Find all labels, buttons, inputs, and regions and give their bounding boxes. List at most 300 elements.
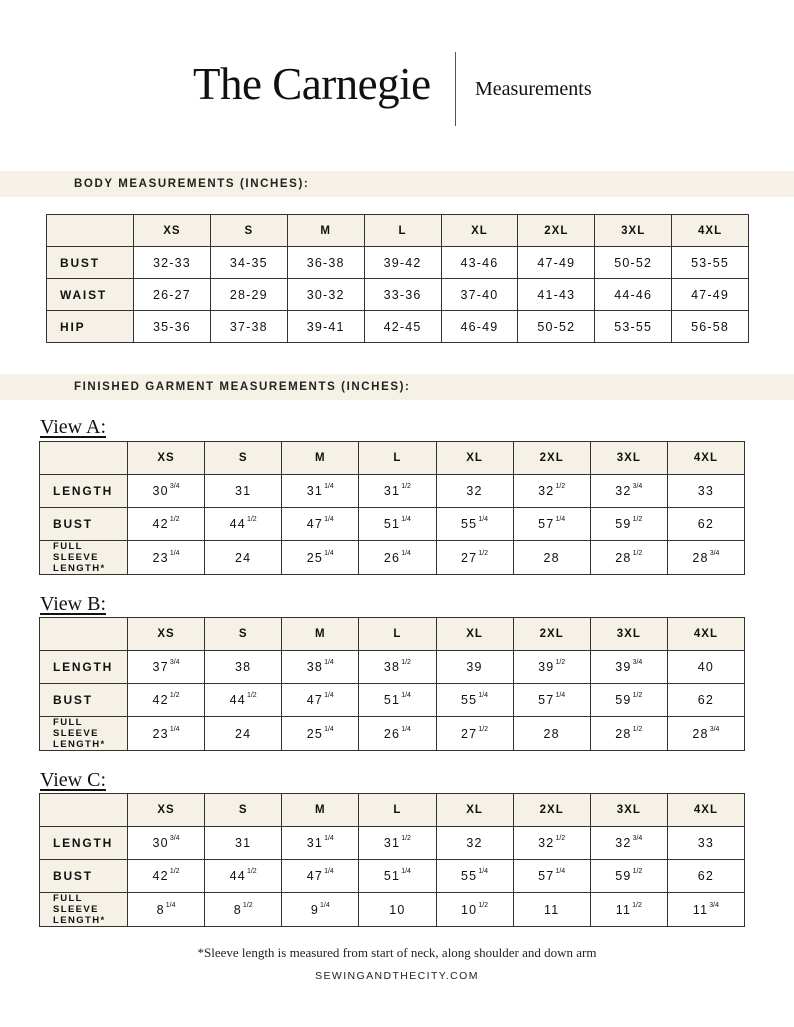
measurement-whole: 10 <box>461 902 478 917</box>
row-label-full-sleeve-length: FULL SLEEVE LENGTH* <box>40 717 128 751</box>
body-measurements-table <box>46 214 749 343</box>
measurement-cell: 36-38 <box>287 247 364 279</box>
measurement-cell <box>436 508 513 541</box>
measurement-whole: 8 <box>233 902 242 917</box>
measurement-fraction: 1/2 <box>169 868 180 875</box>
measurement-fraction: 3/4 <box>709 901 719 909</box>
measurement-fraction: 3/4 <box>709 549 720 557</box>
table-row <box>40 541 745 575</box>
measurement-fraction: 1/4 <box>401 868 411 875</box>
measurement-whole: 47 <box>306 517 324 531</box>
size-header-xl: XL <box>441 215 518 247</box>
measurement-cell <box>513 717 590 751</box>
measurement-cell <box>205 717 282 751</box>
measurement-whole: 11 <box>692 902 709 917</box>
page-header <box>0 50 794 128</box>
measurement-cell <box>513 684 590 717</box>
measurement-fraction: 1/2 <box>246 516 257 523</box>
header-divider <box>455 52 456 126</box>
measurement-cell: 42-45 <box>364 311 441 343</box>
measurement-fraction: 3/4 <box>632 483 643 490</box>
measurement-fraction: 1/4 <box>478 692 489 699</box>
row-label-bust: BUST <box>40 684 128 717</box>
measurement-fraction: 3/4 <box>632 835 643 842</box>
measurement-cell <box>513 508 590 541</box>
size-header-m: M <box>282 618 359 651</box>
measurement-whole: 26 <box>383 726 401 741</box>
measurement-cell <box>667 475 744 508</box>
measurement-cell: 47-49 <box>672 279 749 311</box>
measurement-cell <box>513 860 590 893</box>
table-row <box>40 508 745 541</box>
table-row <box>47 311 749 343</box>
measurement-whole: 28 <box>543 550 560 565</box>
measurement-cell: 53-55 <box>595 311 672 343</box>
measurement-whole: 59 <box>615 869 632 883</box>
measurement-cell <box>513 893 590 927</box>
measurement-cell <box>128 475 205 508</box>
measurement-whole: 32 <box>466 484 483 498</box>
measurement-fraction: 1/2 <box>632 901 642 909</box>
measurement-whole: 9 <box>310 902 320 917</box>
measurement-cell <box>282 893 359 927</box>
measurement-cell <box>667 893 744 927</box>
size-header-s: S <box>210 215 287 247</box>
measurement-whole: 38 <box>383 660 401 674</box>
table-row <box>47 279 749 311</box>
view-c-title: View C: <box>40 769 107 791</box>
measurement-whole: 40 <box>697 660 715 674</box>
body-measurements-heading: BODY MEASUREMENTS (INCHES): <box>74 178 310 190</box>
measurement-whole: 51 <box>383 869 401 883</box>
measurement-fraction: 1/2 <box>169 516 180 523</box>
measurement-fraction: 3/4 <box>632 659 643 666</box>
table-row <box>40 827 745 860</box>
measurement-cell <box>590 475 667 508</box>
size-header-3xl: 3XL <box>590 618 667 651</box>
measurement-whole: 62 <box>697 869 715 883</box>
measurement-cell <box>282 827 359 860</box>
table-row <box>40 684 745 717</box>
size-header-xl: XL <box>436 618 513 651</box>
measurement-whole: 31 <box>383 484 401 498</box>
measurement-cell <box>282 475 359 508</box>
measurement-cell <box>667 684 744 717</box>
measurement-cell <box>282 541 359 575</box>
size-header-3xl: 3XL <box>590 794 667 827</box>
measurement-cell <box>205 508 282 541</box>
measurement-cell <box>359 860 436 893</box>
measurement-cell <box>128 508 205 541</box>
measurement-whole: 30 <box>152 836 169 850</box>
measurement-fraction: 1/4 <box>324 835 334 842</box>
size-header-xl: XL <box>436 442 513 475</box>
size-header-s: S <box>205 442 282 475</box>
measurement-fraction: 1/4 <box>401 725 411 733</box>
measurement-cell <box>667 651 744 684</box>
measurement-cell: 47-49 <box>518 247 595 279</box>
measurement-cell <box>590 541 667 575</box>
measurement-fraction: 1/2 <box>632 725 643 733</box>
measurement-fraction: 1/4 <box>169 725 180 733</box>
measurement-fraction: 1/2 <box>401 835 411 842</box>
size-header-3xl: 3XL <box>590 442 667 475</box>
measurement-whole: 47 <box>306 693 324 707</box>
measurement-cell <box>513 475 590 508</box>
measurement-whole: 33 <box>697 836 715 850</box>
measurement-cell <box>205 475 282 508</box>
measurement-cell <box>513 541 590 575</box>
measurement-whole: 31 <box>235 484 252 498</box>
measurement-whole: 55 <box>461 517 478 531</box>
table-row <box>40 717 745 751</box>
measurement-cell: 30-32 <box>287 279 364 311</box>
website-link[interactable]: SEWINGANDTHECITY.COM <box>315 970 479 982</box>
measurement-cell <box>128 860 205 893</box>
measurement-fraction: 1/4 <box>324 483 334 490</box>
view-b-title: View B: <box>40 593 107 615</box>
row-label-length: LENGTH <box>40 651 128 684</box>
table-row <box>40 860 745 893</box>
measurement-cell: 53-55 <box>672 247 749 279</box>
table-row <box>47 247 749 279</box>
measurement-cell <box>282 651 359 684</box>
measurement-fraction: 1/4 <box>169 549 180 557</box>
measurement-cell <box>590 651 667 684</box>
measurement-cell <box>590 827 667 860</box>
measurement-whole: 30 <box>152 484 169 498</box>
measurement-cell: 28-29 <box>210 279 287 311</box>
measurement-fraction: 1/2 <box>242 901 253 909</box>
measurement-whole: 51 <box>383 517 401 531</box>
measurement-cell <box>436 475 513 508</box>
measurement-cell <box>128 651 205 684</box>
size-header-2xl: 2XL <box>513 442 590 475</box>
garment-measurements-band <box>0 374 794 400</box>
page-subtitle: Measurements <box>475 78 592 100</box>
size-header-l: L <box>364 215 441 247</box>
sleeve-footnote: *Sleeve length is measured from start of neck, along shoulder and down arm <box>197 945 597 960</box>
measurement-cell <box>128 717 205 751</box>
measurement-whole: 27 <box>461 550 478 565</box>
size-header-xs: XS <box>128 618 205 651</box>
row-label-bust: BUST <box>40 860 128 893</box>
table-corner-cell <box>40 442 128 475</box>
measurement-whole: 28 <box>615 726 632 741</box>
view-a-table <box>39 441 745 575</box>
measurement-cell <box>436 860 513 893</box>
size-header-row <box>40 442 745 475</box>
measurement-cell <box>128 827 205 860</box>
measurement-whole: 31 <box>306 484 324 498</box>
measurement-whole: 25 <box>306 726 324 741</box>
row-label-bust: BUST <box>47 247 134 279</box>
size-header-4xl: 4XL <box>672 215 749 247</box>
measurement-whole: 42 <box>152 517 169 531</box>
measurement-fraction: 1/4 <box>401 692 411 699</box>
view-b-table <box>39 617 745 751</box>
size-header-row <box>40 794 745 827</box>
measurement-fraction: 1/4 <box>324 868 334 875</box>
measurement-cell: 26-27 <box>134 279 211 311</box>
size-header-row <box>40 618 745 651</box>
measurement-fraction: 1/2 <box>632 516 643 523</box>
size-header-xs: XS <box>128 794 205 827</box>
measurement-whole: 32 <box>615 484 632 498</box>
measurement-cell <box>590 684 667 717</box>
garment-measurements-heading: FINISHED GARMENT MEASUREMENTS (INCHES): <box>74 381 411 393</box>
measurement-cell: 41-43 <box>518 279 595 311</box>
measurement-fraction: 1/2 <box>401 483 411 490</box>
measurement-whole: 38 <box>306 660 324 674</box>
measurement-whole: 39 <box>615 660 632 674</box>
measurement-whole: 31 <box>383 836 401 850</box>
view-c-table <box>39 793 745 927</box>
measurement-whole: 59 <box>615 693 632 707</box>
measurement-whole: 33 <box>697 484 715 498</box>
measurement-fraction: 1/2 <box>478 901 489 909</box>
measurement-whole: 10 <box>389 902 406 917</box>
measurement-fraction: 1/4 <box>324 659 334 666</box>
measurement-fraction: 1/4 <box>324 549 334 557</box>
table-corner-cell <box>40 618 128 651</box>
measurement-fraction: 1/4 <box>320 901 330 909</box>
measurement-cell <box>667 860 744 893</box>
measurement-cell: 37-40 <box>441 279 518 311</box>
measurement-whole: 47 <box>306 869 324 883</box>
measurement-fraction: 1/4 <box>555 692 566 699</box>
measurement-cell <box>205 893 282 927</box>
measurement-cell <box>359 684 436 717</box>
measurement-fraction: 3/4 <box>169 483 180 490</box>
measurement-cell <box>359 475 436 508</box>
row-label-waist: WAIST <box>47 279 134 311</box>
body-measurements-band <box>0 171 794 197</box>
measurement-fraction: 1/4 <box>324 725 334 733</box>
measurement-cell <box>282 684 359 717</box>
measurement-whole: 57 <box>538 869 555 883</box>
row-label-bust: BUST <box>40 508 128 541</box>
measurement-cell <box>436 684 513 717</box>
measurement-cell: 50-52 <box>518 311 595 343</box>
table-row <box>40 475 745 508</box>
measurement-whole: 37 <box>152 660 169 674</box>
measurement-cell <box>590 860 667 893</box>
measurement-whole: 57 <box>538 517 555 531</box>
measurement-cell <box>667 541 744 575</box>
measurement-cell <box>205 651 282 684</box>
measurement-whole: 32 <box>538 836 555 850</box>
measurement-fraction: 1/2 <box>555 483 566 490</box>
measurement-fraction: 3/4 <box>709 725 720 733</box>
measurement-fraction: 1/2 <box>555 835 566 842</box>
measurement-cell: 37-38 <box>210 311 287 343</box>
measurement-cell <box>667 717 744 751</box>
measurement-cell <box>436 717 513 751</box>
measurement-cell <box>590 893 667 927</box>
measurement-whole: 25 <box>306 550 324 565</box>
measurement-fraction: 1/4 <box>324 692 334 699</box>
measurement-cell <box>590 717 667 751</box>
measurement-cell: 43-46 <box>441 247 518 279</box>
measurement-cell <box>205 827 282 860</box>
measurement-whole: 55 <box>461 869 478 883</box>
row-label-full-sleeve-length: FULL SLEEVE LENGTH* <box>40 893 128 927</box>
size-header-l: L <box>359 442 436 475</box>
size-header-m: M <box>287 215 364 247</box>
measurement-fraction: 1/4 <box>478 868 489 875</box>
measurement-fraction: 1/4 <box>324 516 334 523</box>
measurement-cell <box>359 717 436 751</box>
measurement-cell <box>282 860 359 893</box>
measurement-fraction: 1/2 <box>478 725 489 733</box>
size-header-4xl: 4XL <box>667 442 744 475</box>
measurement-whole: 55 <box>461 693 478 707</box>
measurement-cell <box>205 684 282 717</box>
measurement-whole: 28 <box>615 550 632 565</box>
table-row <box>40 651 745 684</box>
measurement-whole: 27 <box>461 726 478 741</box>
size-header-3xl: 3XL <box>595 215 672 247</box>
measurement-whole: 11 <box>615 902 632 917</box>
measurement-whole: 32 <box>538 484 555 498</box>
measurement-whole: 62 <box>697 693 715 707</box>
measurement-cell: 56-58 <box>672 311 749 343</box>
measurement-cell <box>590 508 667 541</box>
measurement-cell <box>436 827 513 860</box>
measurement-cell <box>359 827 436 860</box>
measurement-whole: 42 <box>152 869 169 883</box>
measurement-cell: 44-46 <box>595 279 672 311</box>
measurement-whole: 51 <box>383 693 401 707</box>
size-header-xs: XS <box>128 442 205 475</box>
measurement-whole: 26 <box>383 550 401 565</box>
measurement-fraction: 3/4 <box>169 659 180 666</box>
measurement-cell <box>436 651 513 684</box>
table-corner-cell <box>47 215 134 247</box>
measurement-cell <box>513 651 590 684</box>
measurement-cell: 35-36 <box>134 311 211 343</box>
measurement-fraction: 3/4 <box>169 835 180 842</box>
measurement-whole: 39 <box>538 660 555 674</box>
measurement-cell <box>282 717 359 751</box>
measurement-cell <box>513 827 590 860</box>
measurement-cell <box>128 684 205 717</box>
row-label-hip: HIP <box>47 311 134 343</box>
size-header-xs: XS <box>134 215 211 247</box>
measurement-cell: 39-42 <box>364 247 441 279</box>
size-header-4xl: 4XL <box>667 618 744 651</box>
measurement-fraction: 1/2 <box>246 692 257 699</box>
measurement-whole: 31 <box>235 836 252 850</box>
size-header-m: M <box>282 442 359 475</box>
size-header-row <box>47 215 749 247</box>
measurement-fraction: 1/2 <box>555 659 566 666</box>
measurement-whole: 31 <box>306 836 324 850</box>
measurement-whole: 32 <box>466 836 483 850</box>
measurement-whole: 11 <box>543 902 560 917</box>
measurement-fraction: 1/2 <box>632 868 643 875</box>
measurement-cell <box>359 541 436 575</box>
size-header-s: S <box>205 618 282 651</box>
measurement-fraction: 1/4 <box>401 549 411 557</box>
measurement-cell: 46-49 <box>441 311 518 343</box>
size-header-4xl: 4XL <box>667 794 744 827</box>
measurement-fraction: 1/4 <box>478 516 489 523</box>
measurement-whole: 23 <box>152 726 169 741</box>
pattern-title: The Carnegie <box>193 59 431 109</box>
measurement-fraction: 1/4 <box>555 516 566 523</box>
size-header-xl: XL <box>436 794 513 827</box>
measurement-fraction: 1/4 <box>165 901 176 909</box>
size-header-s: S <box>205 794 282 827</box>
measurement-cell <box>667 827 744 860</box>
measurement-fraction: 1/2 <box>478 549 489 557</box>
measurement-cell: 50-52 <box>595 247 672 279</box>
row-label-length: LENGTH <box>40 827 128 860</box>
measurement-fraction: 1/4 <box>555 868 566 875</box>
measurement-cell <box>359 651 436 684</box>
measurement-cell <box>205 860 282 893</box>
measurement-fraction: 1/2 <box>632 549 643 557</box>
measurement-cell <box>436 541 513 575</box>
measurement-whole: 57 <box>538 693 555 707</box>
row-label-length: LENGTH <box>40 475 128 508</box>
measurement-cell <box>667 508 744 541</box>
size-header-2xl: 2XL <box>513 618 590 651</box>
measurement-fraction: 1/2 <box>169 692 180 699</box>
measurement-whole: 32 <box>615 836 632 850</box>
measurement-cell: 34-35 <box>210 247 287 279</box>
measurement-whole: 38 <box>235 660 252 674</box>
measurement-cell: 32-33 <box>134 247 211 279</box>
measurement-whole: 44 <box>229 693 246 707</box>
measurement-whole: 23 <box>152 550 169 565</box>
measurement-cell <box>205 541 282 575</box>
measurement-whole: 8 <box>156 902 165 917</box>
table-row <box>40 893 745 927</box>
measurement-fraction: 1/2 <box>401 659 411 666</box>
measurement-whole: 28 <box>692 550 709 565</box>
measurement-cell <box>359 893 436 927</box>
measurement-whole: 24 <box>235 550 252 565</box>
measurement-cell: 39-41 <box>287 311 364 343</box>
table-corner-cell <box>40 794 128 827</box>
size-header-l: L <box>359 794 436 827</box>
measurement-whole: 28 <box>692 726 709 741</box>
measurement-cell <box>359 508 436 541</box>
size-header-2xl: 2XL <box>518 215 595 247</box>
measurement-whole: 24 <box>235 726 252 741</box>
measurement-fraction: 1/2 <box>246 868 257 875</box>
measurement-fraction: 1/4 <box>401 516 411 523</box>
measurement-whole: 62 <box>697 517 715 531</box>
measurement-cell <box>436 893 513 927</box>
size-header-m: M <box>282 794 359 827</box>
size-header-l: L <box>359 618 436 651</box>
measurement-whole: 42 <box>152 693 169 707</box>
measurement-cell: 33-36 <box>364 279 441 311</box>
measurement-whole: 44 <box>229 517 246 531</box>
measurement-whole: 28 <box>543 726 560 741</box>
measurement-whole: 39 <box>466 660 483 674</box>
measurement-fraction: 1/2 <box>632 692 643 699</box>
size-header-2xl: 2XL <box>513 794 590 827</box>
measurement-whole: 59 <box>615 517 632 531</box>
measurement-cell <box>128 541 205 575</box>
measurement-whole: 44 <box>229 869 246 883</box>
view-a-title: View A: <box>40 416 107 438</box>
